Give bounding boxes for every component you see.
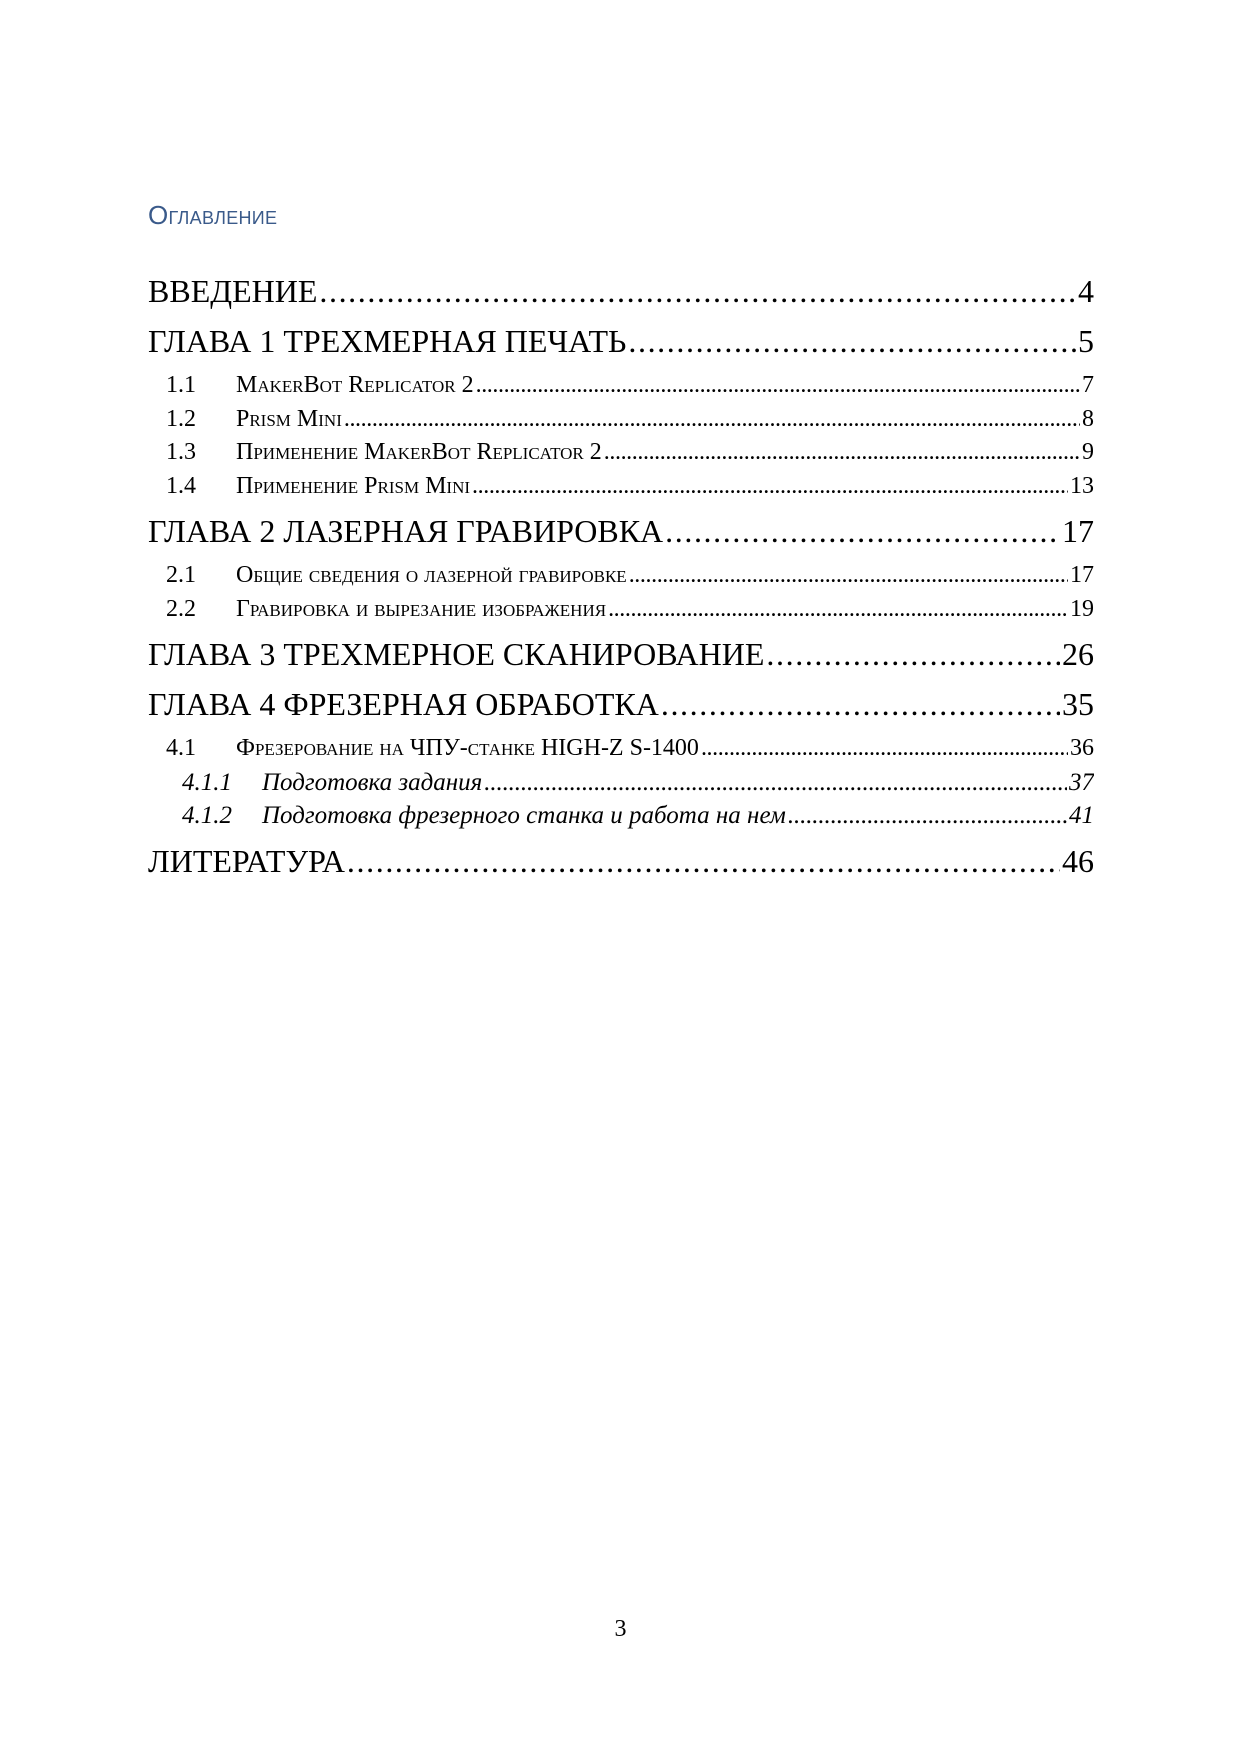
dot-leader bbox=[608, 593, 1068, 627]
toc-entry-page: 9 bbox=[1082, 439, 1094, 465]
dot-leader bbox=[604, 436, 1080, 470]
toc-entry-page: 36 bbox=[1070, 735, 1094, 761]
toc-entry-title: ЛИТЕРАТУРА bbox=[148, 842, 345, 879]
toc-entry-section-1-2[interactable] bbox=[148, 403, 1094, 437]
toc-entry-chapter-4[interactable] bbox=[148, 679, 1094, 729]
toc-entry-title: ГЛАВА 4 ФРЕЗЕРНАЯ ОБРАБОТКА bbox=[148, 686, 659, 722]
toc-entry-number: 2.1 bbox=[166, 562, 196, 588]
dot-leader bbox=[766, 629, 1060, 679]
toc-entry-section-4-1[interactable] bbox=[148, 732, 1094, 766]
dot-leader bbox=[629, 559, 1068, 593]
toc-entry-number: 2.2 bbox=[166, 595, 196, 622]
toc-entry-section-1-1[interactable] bbox=[148, 369, 1094, 403]
toc-entry-section-2-2[interactable] bbox=[148, 593, 1094, 627]
toc-entry-title: ГЛАВА 3 ТРЕХМЕРНОЕ СКАНИРОВАНИЕ bbox=[148, 636, 765, 672]
toc-entry-page: 19 bbox=[1070, 595, 1094, 622]
toc-entry-subsection-4-1-2[interactable] bbox=[148, 799, 1094, 833]
toc-entry-title: Применение Prism Mini bbox=[236, 472, 471, 499]
toc-entry-chapter-2[interactable] bbox=[148, 506, 1094, 556]
toc-entry-section-1-4[interactable] bbox=[148, 470, 1094, 504]
dot-leader bbox=[344, 403, 1080, 437]
dot-leader bbox=[665, 506, 1060, 556]
toc-entry-title: ВВЕДЕНИЕ bbox=[148, 273, 318, 309]
toc-entry-chapter-3[interactable] bbox=[148, 629, 1094, 679]
toc-entry-number: 1.2 bbox=[166, 405, 196, 432]
toc-entry-title: Фрезерование на ЧПУ-станке HIGH-Z S-1400 bbox=[236, 735, 699, 761]
toc-entry-title: Применение MakerBot Replicator 2 bbox=[236, 439, 602, 465]
dot-leader bbox=[484, 766, 1067, 800]
toc-entry-section-2-1[interactable] bbox=[148, 559, 1094, 593]
toc-entry-page: 7 bbox=[1082, 372, 1094, 398]
toc-entry-number: 1.1 bbox=[166, 372, 196, 398]
toc-heading: Оглавление bbox=[148, 200, 278, 230]
toc-entry-title: Общие сведения о лазерной гравировке bbox=[236, 562, 627, 588]
toc-entry-page: 4 bbox=[1078, 273, 1094, 309]
dot-leader bbox=[347, 836, 1060, 886]
toc-entry-page: 8 bbox=[1082, 405, 1094, 432]
toc-entry-introduction[interactable] bbox=[148, 266, 1094, 316]
dot-leader bbox=[319, 266, 1076, 316]
dot-leader bbox=[628, 316, 1076, 366]
page-number: 3 bbox=[614, 1616, 627, 1642]
toc-entry-chapter-1[interactable] bbox=[148, 316, 1094, 366]
toc-entry-page: 35 bbox=[1062, 686, 1094, 722]
toc-entry-title: Подготовка фрезерного станка и работа на нем bbox=[262, 802, 786, 829]
toc-entry-title: Подготовка задания bbox=[262, 768, 483, 796]
toc-entry-number: 4.1.2 bbox=[182, 802, 232, 829]
toc-entry-page: 26 bbox=[1062, 636, 1094, 672]
toc-entry-number: 4.1.1 bbox=[182, 768, 232, 796]
dot-leader bbox=[476, 369, 1080, 403]
toc-entry-literature[interactable] bbox=[148, 836, 1094, 886]
toc-entry-page: 17 bbox=[1062, 513, 1094, 549]
dot-leader bbox=[788, 799, 1067, 833]
toc-entry-page: 13 bbox=[1070, 472, 1094, 499]
dot-leader bbox=[661, 679, 1060, 729]
toc-entry-page: 37 bbox=[1069, 768, 1094, 796]
toc-entry-section-1-3[interactable] bbox=[148, 436, 1094, 470]
toc-entry-page: 46 bbox=[1062, 842, 1094, 879]
toc-entry-number: 1.4 bbox=[166, 472, 196, 499]
toc-entry-title: Гравировка и вырезание изображения bbox=[236, 595, 607, 622]
toc-entry-title: ГЛАВА 1 ТРЕХМЕРНАЯ ПЕЧАТЬ bbox=[148, 323, 627, 359]
table-of-contents bbox=[148, 266, 1094, 886]
toc-entry-title: Prism Mini bbox=[236, 405, 342, 432]
toc-entry-number: 4.1 bbox=[166, 735, 196, 761]
toc-entry-subsection-4-1-1[interactable] bbox=[148, 766, 1094, 800]
toc-entry-page: 17 bbox=[1070, 562, 1094, 588]
toc-entry-title: ГЛАВА 2 ЛАЗЕРНАЯ ГРАВИРОВКА bbox=[148, 513, 664, 549]
toc-entry-title: MakerBot Replicator 2 bbox=[236, 372, 474, 398]
toc-entry-page: 5 bbox=[1078, 323, 1094, 359]
dot-leader bbox=[472, 470, 1068, 504]
toc-entry-page: 41 bbox=[1069, 802, 1094, 829]
toc-entry-number: 1.3 bbox=[166, 439, 196, 465]
dot-leader bbox=[701, 732, 1068, 766]
